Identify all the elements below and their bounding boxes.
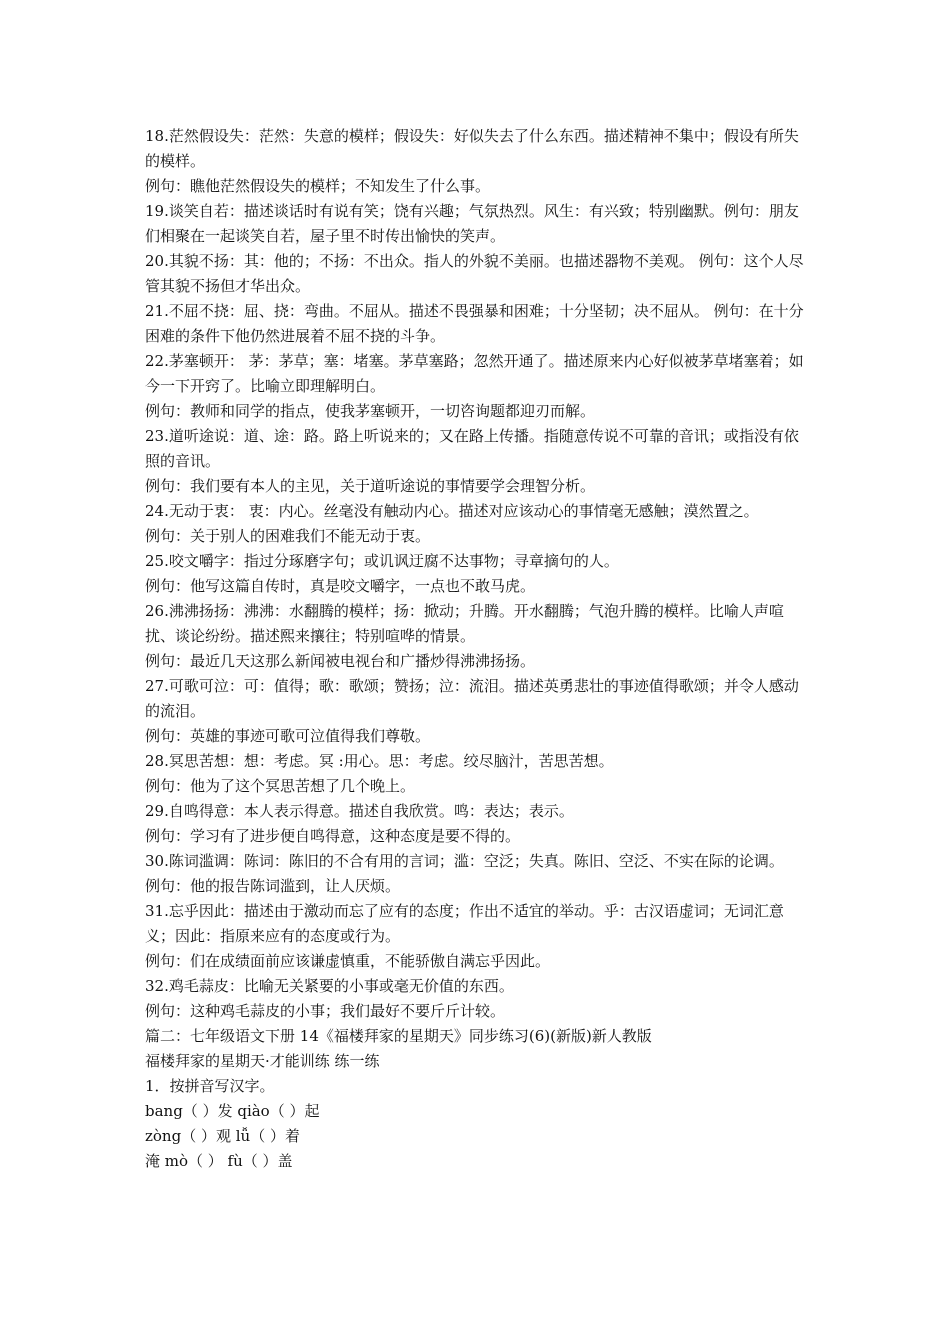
paragraph-30-example: 例句：他的报告陈词滥到，让人厌烦。	[145, 877, 401, 895]
paragraph-24-example: 例句：关于别人的困难我们不能无动于衷。	[145, 527, 431, 545]
paragraph-19: 19.谈笑自若：描述谈话时有说有笑；饶有兴趣；气氛热烈。风生：有兴致；特别幽默。例句：朋友们相聚在一起谈笑自若，屋子里不时传出愉快的笑声。	[145, 202, 799, 245]
paragraph-31-example: 例句：们在成绩面前应该谦虚慎重，不能骄傲自满忘乎因此。	[145, 952, 551, 970]
paragraph-21: 21.不屈不挠：屈、挠：弯曲。不屈从。描述不畏强暴和困难；十分坚韧；决不屈从。 例句：在十分困难的条件下他仍然进展着不屈不挠的斗争。	[145, 302, 804, 345]
paragraph-28-definition: 28.冥思苦想：想：考虑。冥 :用心。思：考虑。绞尽脑汁，苦思苦想。	[145, 752, 614, 770]
paragraph-18-definition: 18.茫然假设失：茫然：失意的模样；假设失：好似失去了什么东西。描述精神不集中；假设有所失的模样。	[145, 127, 799, 170]
paragraph-22-example: 例句：教师和同学的指点，使我茅塞顿开，一切咨询题都迎刃而解。	[145, 402, 596, 420]
paragraph-32-example: 例句：这种鸡毛蒜皮的小事；我们最好不要斤斤计较。	[145, 1002, 506, 1020]
paragraph-29-definition: 29.自鸣得意：本人表示得意。描述自我欣赏。鸣：表达；表示。	[145, 802, 574, 820]
paragraph-25-definition: 25.咬文嚼字：指过分琢磨字句；或讥讽迂腐不达事物；寻章摘句的人。	[145, 552, 619, 570]
document-page	[145, 124, 810, 1174]
paragraph-18-example: 例句：瞧他茫然假设失的模样；不知发生了什么事。	[145, 177, 491, 195]
paragraph-30-definition: 30.陈词滥调：陈词：陈旧的不合有用的言词；滥：空泛；失真。陈旧、空泛、不实在际的论调。	[145, 852, 784, 870]
pinyin-line-1: bang（ ）发 qiào（ ）起	[145, 1102, 320, 1120]
pinyin-line-2: zòng（ ）观 lǚ（ ）着	[145, 1127, 300, 1145]
exercise-title: 福楼拜家的星期天·才能训练 练一练	[145, 1052, 380, 1070]
paragraph-28-example: 例句：他为了这个冥思苦想了几个晚上。	[145, 777, 416, 795]
paragraph-26-definition: 26.沸沸扬扬：沸沸：水翻腾的模样；扬：掀动；升腾。开水翻腾；气泡升腾的模样。比喻人声喧扰、谈论纷纷。描述熙来攘往；特别喧哗的情景。	[145, 602, 784, 645]
paragraph-23-definition: 23.道听途说：道、途：路。路上听说来的；又在路上传播。指随意传说不可靠的音讯；或指没有依照的音讯。	[145, 427, 799, 470]
paragraph-31-definition: 31.忘乎因此：描述由于激动而忘了应有的态度；作出不适宜的举动。乎：古汉语虚词；无词汇意义；因此：指原来应有的态度或行为。	[145, 902, 784, 945]
section-two-heading: 篇二：七年级语文下册 14《福楼拜家的星期天》同步练习(6)(新版)新人教版	[145, 1027, 652, 1045]
paragraph-25-example: 例句：他写这篇自传时，真是咬文嚼字，一点也不敢马虎。	[145, 577, 536, 595]
paragraph-23-example: 例句：我们要有本人的主见，关于道听途说的事情要学会理智分析。	[145, 477, 596, 495]
paragraph-29-example: 例句：学习有了进步便自鸣得意，这种态度是要不得的。	[145, 827, 521, 845]
paragraph-27-definition: 27.可歌可泣：可：值得；歌：歌颂；赞扬；泣：流泪。描述英勇悲壮的事迹值得歌颂；并令人感动的流泪。	[145, 677, 799, 720]
paragraph-20: 20.其貌不扬：其：他的；不扬：不出众。指人的外貌不美丽。也描述器物不美观。 例句：这个人尽管其貌不扬但才华出众。	[145, 252, 804, 295]
paragraph-26-example: 例句：最近几天这那么新闻被电视台和广播炒得沸沸扬扬。	[145, 652, 536, 670]
exercise-question-1: 1．按拼音写汉字。	[145, 1077, 275, 1095]
paragraph-27-example: 例句：英雄的事迹可歌可泣值得我们尊敬。	[145, 727, 431, 745]
pinyin-line-3: 淹 mò（ ） fù（ ）盖	[145, 1152, 293, 1170]
paragraph-22-definition: 22.茅塞顿开： 茅：茅草；塞：堵塞。茅草塞路；忽然开通了。描述原来内心好似被茅草堵塞着；如今一下开窍了。比喻立即理解明白。	[145, 352, 804, 395]
paragraph-24-definition: 24.无动于衷： 衷：内心。丝毫没有触动内心。描述对应该动心的事情毫无感触；漠然置之。	[145, 502, 759, 520]
paragraph-32-definition: 32.鸡毛蒜皮：比喻无关紧要的小事或毫无价值的东西。	[145, 977, 514, 995]
